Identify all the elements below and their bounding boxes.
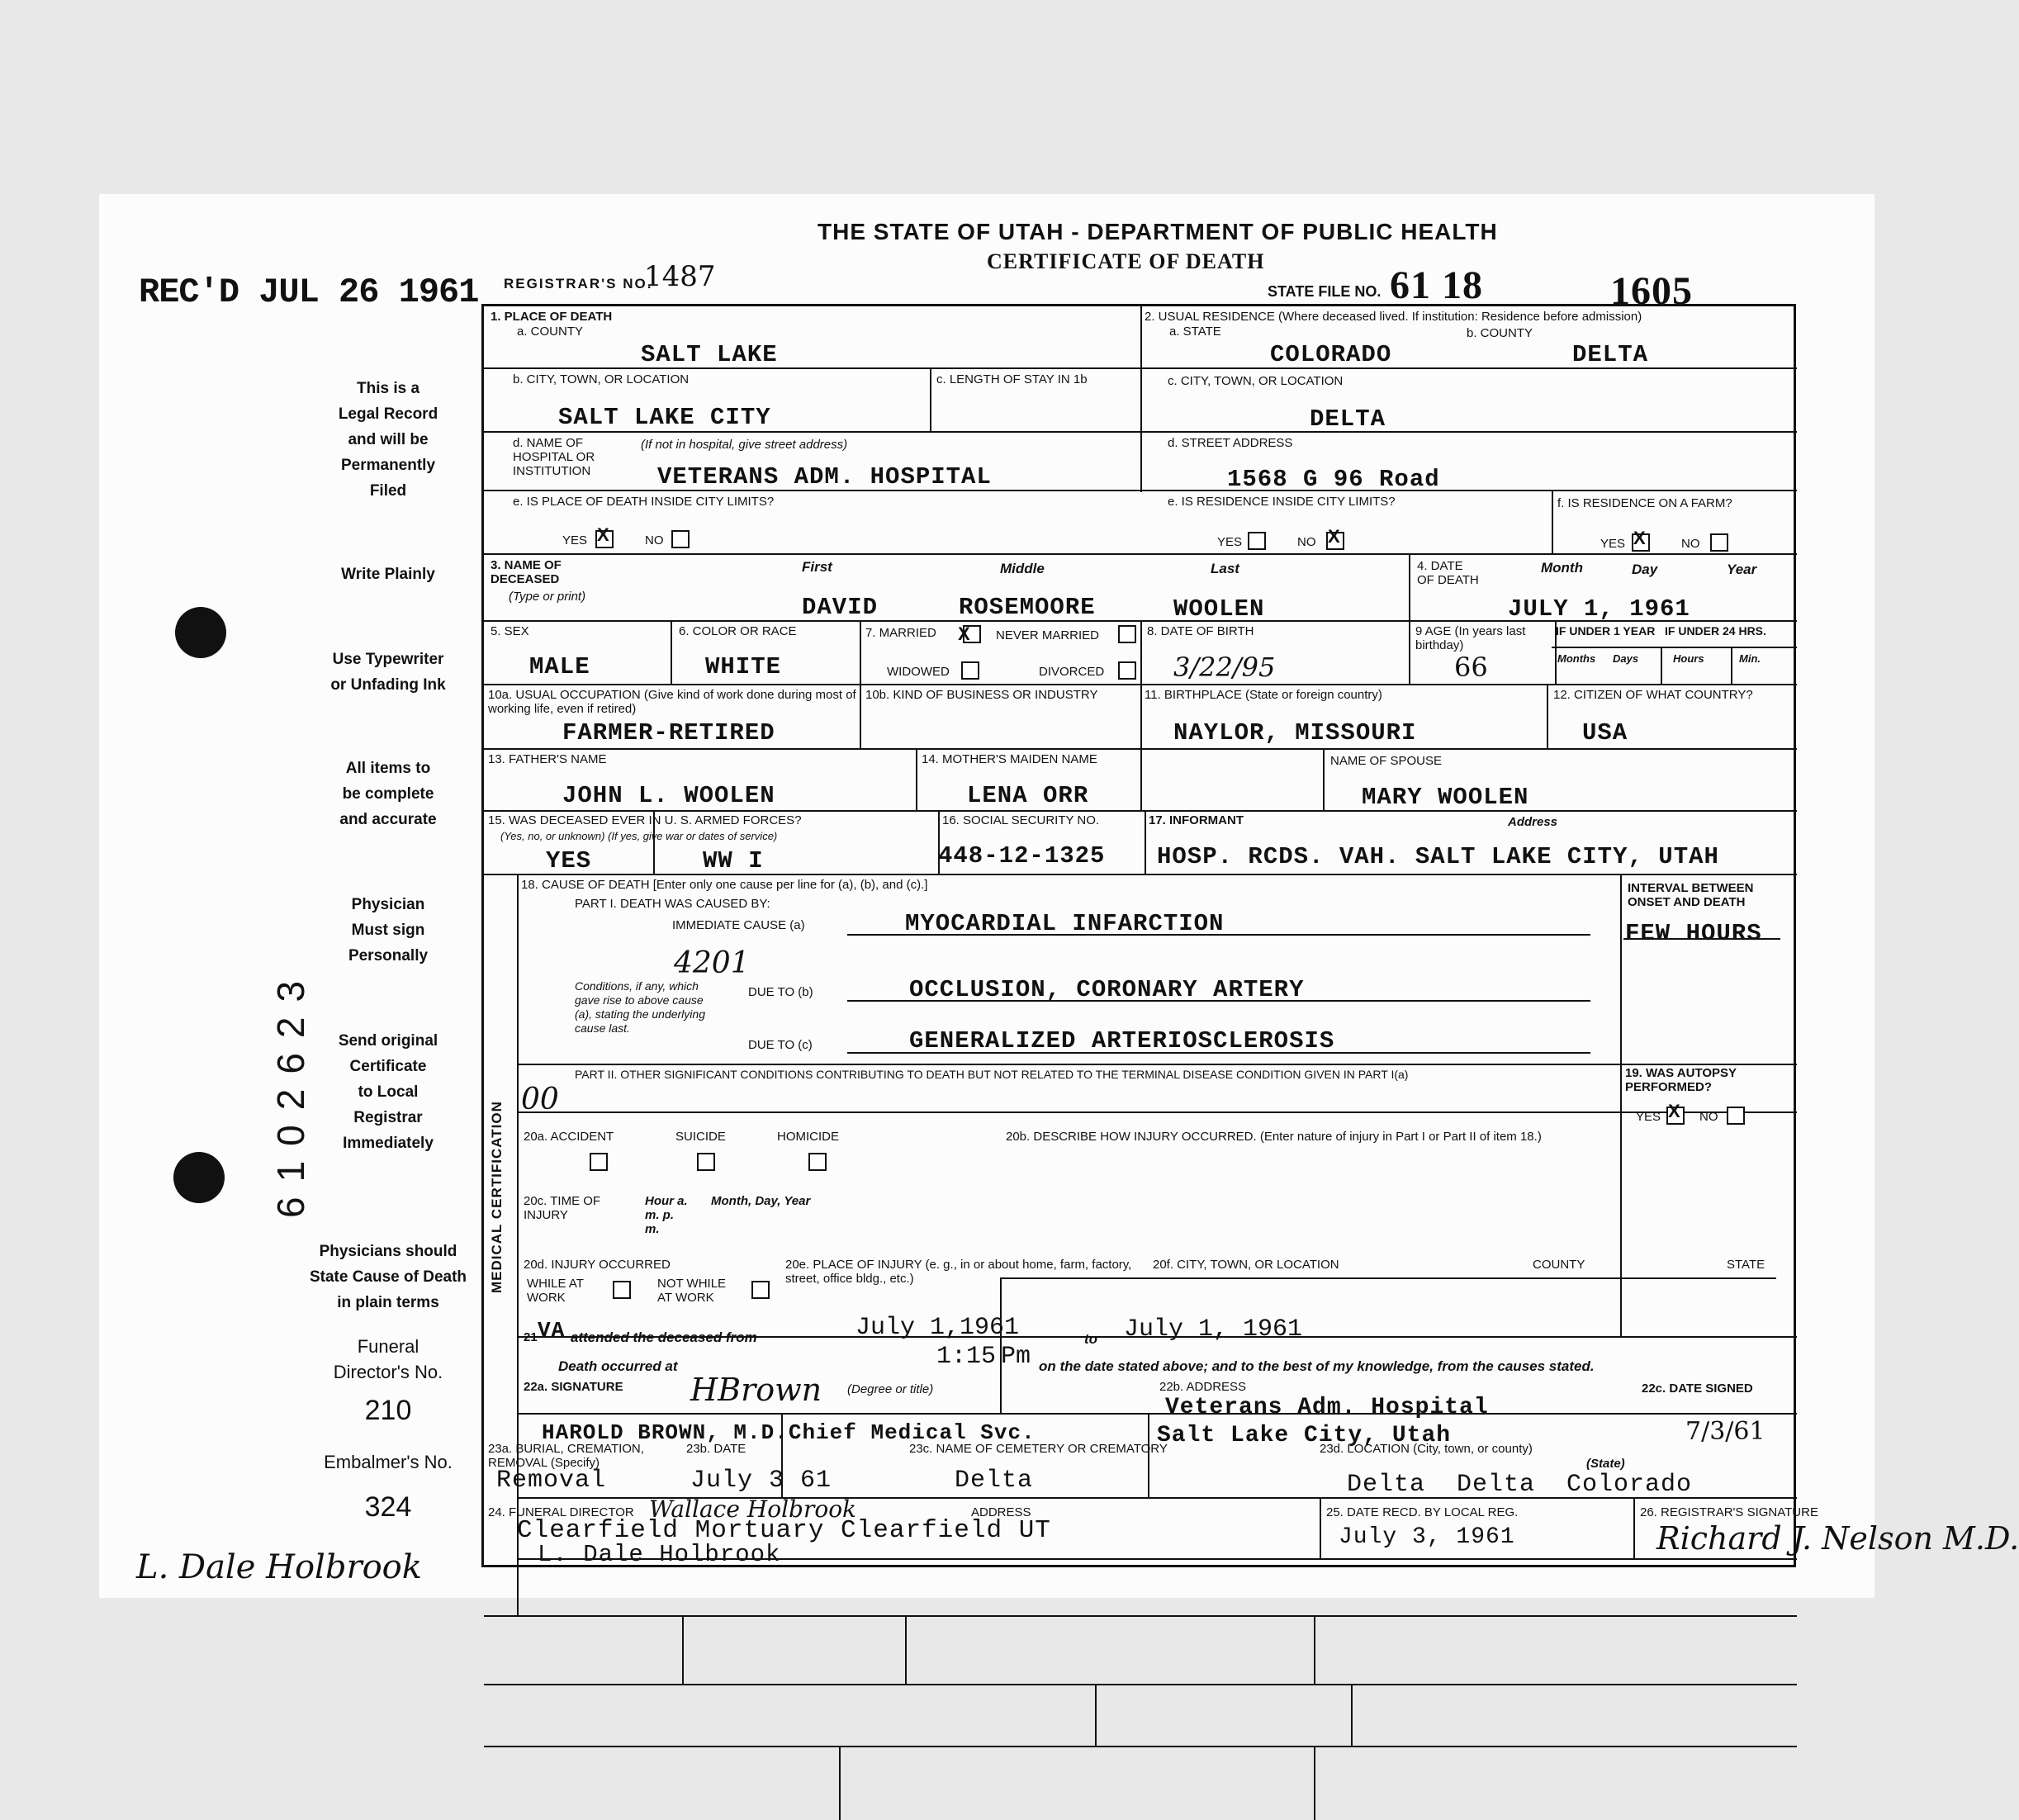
label-cause-of-death: 18. CAUSE OF DEATH [Enter only one cause per line for (a), (b), and (c).] xyxy=(521,878,928,892)
label-days: Days xyxy=(1613,652,1639,665)
value-res-city: DELTA xyxy=(1310,405,1386,433)
sidebar-cause-note: Physicians should State Cause of Death in plain terms xyxy=(309,1243,467,1311)
value-ssn: 448-12-1325 xyxy=(938,842,1106,870)
punch-hole xyxy=(173,1152,225,1203)
label-due-to-b: DUE TO (b) xyxy=(748,985,813,999)
vertical-number: 6102623 xyxy=(269,965,312,1218)
label-address: Address xyxy=(1508,815,1558,829)
label-middle: Middle xyxy=(1000,561,1045,576)
label-death-occurred: Death occurred at xyxy=(558,1358,678,1374)
cause-code: 4201 xyxy=(674,946,750,980)
label-burial-date: 23b. DATE xyxy=(686,1442,746,1456)
label-father: 13. FATHER'S NAME xyxy=(488,752,607,766)
state-file-no-b: 1605 xyxy=(1610,269,1693,313)
label-mdy: Month, Day, Year xyxy=(711,1194,811,1208)
value-county: SALT LAKE xyxy=(641,341,778,368)
funeral-director-label: Funeral Director's No. xyxy=(333,1336,443,1382)
value-occupation: FARMER-RETIRED xyxy=(562,719,775,746)
label-accident: 20a. ACCIDENT xyxy=(524,1130,614,1144)
label-spouse: NAME OF SPOUSE xyxy=(1330,754,1443,768)
label-part-2: PART II. OTHER SIGNIFICANT CONDITIONS CONTRIBUTING TO DEATH BUT NOT RELATED TO THE TERMINAL DISEASE CONDITION GIVEN IN PART I(a) xyxy=(575,1068,1409,1081)
embalmer-signature: L. Dale Holbrook xyxy=(136,1548,422,1586)
value-citizen: USA xyxy=(1582,719,1628,746)
label-mother: 14. MOTHER'S MAIDEN NAME xyxy=(922,752,1097,766)
label-signature: 22a. SIGNATURE xyxy=(524,1380,623,1394)
label-armed-note: (Yes, no, or unknown) (If yes, give war or dates of service) xyxy=(500,830,778,842)
value-res-county: DELTA xyxy=(1572,341,1649,368)
label-months: Months xyxy=(1557,652,1596,665)
label-farm: f. IS RESIDENCE ON A FARM? xyxy=(1557,496,1732,510)
label-due-to-c: DUE TO (c) xyxy=(748,1038,813,1052)
label-not-while-at-work: NOT WHILE AT WORK xyxy=(657,1277,727,1305)
label-res-county: b. COUNTY xyxy=(1467,326,1533,340)
value-cause-c: GENERALIZED ARTERIOSCLEROSIS xyxy=(909,1027,1335,1055)
registrar-no: 1487 xyxy=(644,260,716,293)
label-county: a. COUNTY xyxy=(517,325,584,339)
label-birthplace: 11. BIRTHPLACE (State or foreign country) xyxy=(1145,688,1382,702)
label-ssn: 16. SOCIAL SECURITY NO. xyxy=(942,813,1100,827)
label-stated: on the date stated above; and to the best of my knowledge, from the causes stated. xyxy=(1039,1358,1595,1374)
label-yes: YES xyxy=(562,533,588,547)
value-street: 1568 G 96 Road xyxy=(1227,466,1440,493)
value-armed: YES xyxy=(546,847,592,874)
label-part-1: PART I. DEATH WAS CAUSED BY: xyxy=(575,897,770,911)
value-funeral-person: L. Dale Holbrook xyxy=(538,1541,781,1568)
label-conditions: Conditions, if any, which gave rise to above cause (a), stating the underlying cause last. xyxy=(575,979,705,1035)
value-last-name: WOOLEN xyxy=(1173,595,1265,623)
medical-certification-label: MEDICAL CERTIFICATION xyxy=(489,1101,505,1293)
label-min: Min. xyxy=(1739,652,1761,665)
embalmer-no: 324 xyxy=(364,1491,412,1523)
label-first: First xyxy=(802,559,832,575)
label-date-of-birth: 8. DATE OF BIRTH xyxy=(1147,624,1254,638)
label-name-deceased: 3. NAME OF DECEASED xyxy=(491,558,562,586)
checkbox-widowed[interactable] xyxy=(961,661,979,680)
value-city: SALT LAKE CITY xyxy=(558,404,771,431)
label-under-1-year: IF UNDER 1 YEAR xyxy=(1556,624,1656,637)
label-age: 9 AGE (In years last birthday) xyxy=(1415,624,1526,652)
label-hours: Hours xyxy=(1673,652,1704,665)
embalmer-label: Embalmer's No. xyxy=(324,1452,453,1472)
value-death-date: JULY 1, 1961 xyxy=(1508,595,1690,623)
label-place-of-death: 1. PLACE OF DEATH xyxy=(491,310,613,324)
value-hospital: VETERANS ADM. HOSPITAL xyxy=(657,463,992,491)
label-interval: INTERVAL BETWEEN ONSET AND DEATH xyxy=(1628,881,1754,909)
label-funeral-director: 24. FUNERAL DIRECTOR xyxy=(488,1505,634,1519)
label-occupation: 10a. USUAL OCCUPATION (Give kind of work done during most of working life, even if retired) xyxy=(488,688,856,716)
value-attended-to: July 1, 1961 xyxy=(1124,1315,1303,1344)
label-type-or-print: (Type or print) xyxy=(509,590,586,604)
value-pm: Pm xyxy=(1001,1343,1031,1371)
label-year: Year xyxy=(1727,562,1757,577)
value-address-1: Veterans Adm. Hospital xyxy=(1165,1395,1489,1420)
checkbox-farm-no[interactable] xyxy=(1710,533,1728,552)
label-inside-city-limits: e. IS PLACE OF DEATH INSIDE CITY LIMITS? xyxy=(513,495,775,509)
label-place-of-injury: 20e. PLACE OF INJURY (e. g., in or about home, farm, factory, street, office bldg., etc.) xyxy=(785,1258,1132,1286)
value-time: 1:15 xyxy=(936,1343,997,1371)
checkbox-inside-no[interactable] xyxy=(671,530,690,548)
value-date-signed: 7/3/61 xyxy=(1685,1417,1765,1446)
punch-hole xyxy=(175,607,226,658)
label-month: Month xyxy=(1541,560,1583,576)
label-res-state: a. STATE xyxy=(1169,325,1221,339)
label-widowed: WIDOWED xyxy=(887,665,950,679)
state-file-label: STATE FILE NO. xyxy=(1268,283,1382,300)
label-injury-occurred: 20d. INJURY OCCURRED xyxy=(524,1258,671,1272)
label-cemetery: 23c. NAME OF CEMETERY OR CREMATORY xyxy=(909,1442,1168,1456)
registrar-no-label: REGISTRAR'S NO. xyxy=(504,276,653,291)
value-funeral: Clearfield Mortuary Clearfield UT xyxy=(517,1516,1051,1545)
value-cemetery: Delta xyxy=(955,1467,1034,1495)
label-while-at-work: WHILE AT WORK xyxy=(527,1277,584,1305)
label-yes: YES xyxy=(1636,1110,1661,1124)
value-sex: MALE xyxy=(529,653,590,680)
label-location: 23d. LOCATION (City, town, or county) xyxy=(1320,1442,1533,1456)
value-burial-date: July 3 61 xyxy=(690,1467,832,1495)
label-date-of-death: 4. DATE OF DEATH xyxy=(1417,559,1479,587)
checkbox-homicide[interactable] xyxy=(808,1153,827,1171)
label-hospital: d. NAME OF HOSPITAL OR INSTITUTION xyxy=(513,436,595,478)
sidebar-physician-note: Physician Must sign Personally xyxy=(348,896,429,965)
label-street: d. STREET ADDRESS xyxy=(1168,436,1293,450)
label-injury-city: 20f. CITY, TOWN, OR LOCATION xyxy=(1153,1258,1339,1272)
value-attended-who: VA xyxy=(538,1318,566,1343)
form-title: THE STATE OF UTAH - DEPARTMENT OF PUBLIC HEALTH xyxy=(818,219,1498,244)
label-never-married: NEVER MARRIED xyxy=(996,628,1100,642)
value-spouse: MARY WOOLEN xyxy=(1362,784,1529,811)
state-file-no-a: 61 18 xyxy=(1390,263,1483,307)
sidebar-complete-note: All items to be complete and accurate xyxy=(339,760,437,828)
form-subtitle: CERTIFICATE OF DEATH xyxy=(987,249,1265,273)
physician-signature: HBrown xyxy=(690,1372,822,1408)
value-war: WW I xyxy=(703,847,764,874)
value-location: Delta Delta Colorado xyxy=(1347,1471,1693,1499)
value-race: WHITE xyxy=(705,653,782,680)
registrar-signature: Richard J. Nelson M.D. xyxy=(1656,1520,2019,1557)
label-under-24-hrs: IF UNDER 24 HRS. xyxy=(1665,624,1766,637)
label-no: NO xyxy=(1297,535,1316,549)
label-date-recd: 25. DATE RECD. BY LOCAL REG. xyxy=(1326,1505,1519,1519)
label-business: 10b. KIND OF BUSINESS OR INDUSTRY xyxy=(865,688,1098,702)
certificate-form: 1. PLACE OF DEATH a. COUNTY SALT LAKE 2. USUAL RESIDENCE (Where deceased lived. If institution: Residence before admission) a. STATE b. COUNTY COLORADO DELTA b. CITY, TOWN, OR LOCATION SALT LAKE CITY c. LENGTH OF STAY IN 1b c. CITY, TOWN, OR LOCATION DELTA d. NAME OF HOSPITAL OR INSTITUTION (If not in hospital, give street address) VETERANS ADM. HOSPITAL d. STREET ADDRESS 1568 G 96 Road e. IS PLACE OF DEATH INSIDE CITY LIMITS? YES X NO e. IS RESIDENCE INSIDE CITY LIMITS? YES NO X f. IS RESIDENCE ON A FARM? YES X NO 3. NAME OF DECEASED (Type or print) First Middle Last DAVID ROSEMOORE WOOLEN 4. DATE OF DEATH Month Day Year JULY 1, 1961 5. SEX MALE 6. COLOR OR RACE WHITE 7. MARRIED X NEVER MARRIED WIDOWED DIVORCED 8. DATE OF BIRTH 3/22/95 9 AGE (In years last birthday) 66 IF UNDER 1 YEAR IF UNDER 24 HRS. Months Days Hours Min. 10a. USUAL OCCUPATION (Give kind of work done during most of working life, even if retired) FARMER-RETIRED 10b. KIND OF BUSINESS OR INDUSTRY 11. BIRTHPLACE (State or foreign country) NAYLOR, MISSOURI 12. CITIZEN OF WHAT COUNTRY? USA 13. FATHER'S NAME JOHN L. WOOLEN 14. MOTHER'S MAIDEN NAME LENA ORR NAME OF SPOUSE MARY WOOLEN 15. WAS DECEASED EVER IN U. S. ARMED FORCES? (Yes, no, or unknown) (If yes, give war or dates of service) YES WW I 16. SOCIAL SECURITY NO. 448-12-1325 17. INFORMANT Address HOSP. RCDS. VAH. SALT LAKE CITY, UTAH MEDICAL CERTIFICATION 18. CAUSE OF DEATH [Enter only one cause per line for (a), (b), and (c).] PART I. DEATH WAS CAUSED BY: IMMEDIATE CAUSE (a) MYOCARDIAL INFARCTION INTERVAL BETWEEN ONSET AND DEATH FEW HOURS 4201 Conditions, if any, which gave rise to above cause (a), stating the underlying cause last. DUE TO (b) OCCLUSION, CORONARY ARTERY DUE TO (c) GENERALIZED ARTERIOSCLEROSIS PART II. OTHER SIGNIFICANT CONDITIONS CONTRIBUTING TO DEATH BUT NOT RELATED TO THE TERMINAL DISEASE CONDITION GIVEN IN PART I(a) 00 19. WAS AUTOPSY PERFORMED? YES X NO 20a. ACCIDENT SUICIDE HOMICIDE 20b. DESCRIBE HOW INJURY OCCURRED. (Enter nature of injury in Part I or Part II of item 18.) 20c. TIME OF INJURY Hour a. m. p. m. Month, Day, Year 20d. INJURY OCCURRED WHILE AT WORK NOT WHILE AT WORK 20e. PLACE OF INJURY (e. g., in or about home, farm, factory, street, office bldg., etc.) 20f. CITY, TOWN, OR LOCATION COUNTY STATE 21 VA attended the deceased from July 1,1961 to July 1, 1961 Death occurred at 1:15 Pm on the date stated above; and to the best of my knowledge, from the causes stated. 22a. SIGNATURE HBrown (Degree or title) HAROLD BROWN, M.D.Chief Medical Svc. 22b. ADDRESS Veterans Adm. Hospital Salt Lake City, Utah 22c. DATE SIGNED 7/3/61 23a. BURIAL, CREMATION, REMOVAL (Specify) Removal 23b. DATE July 3 61 23c. NAME OF CEMETERY OR CREMATORY Delta 23d. LOCATION (City, town, or county) (State) Delta Delta Colorado 24. FUNERAL DIRECTOR ADDRESS Wallace Holbrook Clearfield Mortuary Clearfield UT L. Dale Holbrook 25. DATE RECD. BY LOCAL REG. July 3, 1961 26. REGISTRAR'S SIGNATURE Richard J. Nelson M.D. xyxy=(481,304,1796,1567)
label-injury-state: STATE xyxy=(1727,1258,1765,1272)
label-citizen: 12. CITIZEN OF WHAT COUNTRY? xyxy=(1553,688,1753,702)
checkbox-res-inside-yes[interactable] xyxy=(1248,532,1266,550)
checkbox-while-at-work[interactable] xyxy=(613,1281,631,1299)
funeral-director-no: 210 xyxy=(364,1395,412,1426)
label-divorced: DIVORCED xyxy=(1039,665,1105,679)
value-date-recd: July 3, 1961 xyxy=(1339,1524,1515,1550)
label-autopsy: 19. WAS AUTOPSY PERFORMED? xyxy=(1625,1066,1737,1094)
value-burial: Removal xyxy=(496,1467,607,1495)
label-res-inside-city: e. IS RESIDENCE INSIDE CITY LIMITS? xyxy=(1168,495,1396,509)
label-21: 21 xyxy=(524,1330,538,1344)
part-2-code: 00 xyxy=(521,1083,559,1116)
sidebar-write-plainly: Write Plainly xyxy=(341,566,435,583)
label-time-of-injury: 20c. TIME OF INJURY xyxy=(524,1194,601,1222)
label-to: to xyxy=(1084,1331,1098,1347)
received-stamp: REC'D JUL 26 1961 xyxy=(139,273,479,312)
checkbox-autopsy-no[interactable] xyxy=(1727,1107,1745,1125)
value-informant: HOSP. RCDS. VAH. SALT LAKE CITY, UTAH xyxy=(1157,843,1719,870)
label-city: b. CITY, TOWN, OR LOCATION xyxy=(513,372,690,386)
checkbox-accident[interactable] xyxy=(590,1153,608,1171)
checkbox-suicide[interactable] xyxy=(697,1153,715,1171)
value-first-name: DAVID xyxy=(802,594,879,621)
sidebar-legal-note: This is a Legal Record and will be Permanently Filed xyxy=(338,380,438,500)
label-funeral-address: ADDRESS xyxy=(971,1505,1031,1519)
label-last: Last xyxy=(1211,561,1239,576)
label-armed-forces: 15. WAS DECEASED EVER IN U. S. ARMED FORCES? xyxy=(488,813,802,827)
label-attended: attended the deceased from xyxy=(571,1329,757,1345)
label-no: NO xyxy=(1699,1110,1718,1124)
label-injury-county: COUNTY xyxy=(1533,1258,1585,1272)
value-middle-name: ROSEMOORE xyxy=(959,594,1096,621)
value-signer: HAROLD BROWN, M.D.Chief Medical Svc. xyxy=(542,1420,1036,1445)
checkbox-not-while-at-work[interactable] xyxy=(751,1281,770,1299)
value-birth: 3/22/95 xyxy=(1173,652,1276,683)
label-married: 7. MARRIED xyxy=(865,626,936,640)
value-cause-a: MYOCARDIAL INFARCTION xyxy=(905,910,1225,937)
label-race: 6. COLOR OR RACE xyxy=(679,624,797,638)
label-22b-address: 22b. ADDRESS xyxy=(1159,1380,1247,1394)
value-age: 66 xyxy=(1454,652,1488,683)
value-address-2: Salt Lake City, Utah xyxy=(1157,1423,1452,1448)
label-date-signed: 22c. DATE SIGNED xyxy=(1642,1382,1753,1396)
sidebar-send-note: Send original Certificate to Local Registrar Immediately xyxy=(338,1032,438,1152)
value-birthplace: NAYLOR, MISSOURI xyxy=(1173,719,1417,746)
value-res-state: COLORADO xyxy=(1270,341,1392,368)
label-no: NO xyxy=(1681,537,1700,551)
funeral-director-signature: Wallace Holbrook xyxy=(649,1495,857,1523)
value-mother: LENA ORR xyxy=(967,782,1089,809)
label-registrar-signature: 26. REGISTRAR'S SIGNATURE xyxy=(1640,1505,1818,1519)
checkbox-divorced[interactable] xyxy=(1118,661,1136,680)
value-attended-from: July 1,1961 xyxy=(855,1314,1020,1342)
label-hospital-note: (If not in hospital, give street address) xyxy=(641,438,848,452)
label-sex: 5. SEX xyxy=(491,624,529,638)
label-length-of-stay: c. LENGTH OF STAY IN 1b xyxy=(936,372,1088,386)
label-state-paren: (State) xyxy=(1586,1457,1625,1471)
label-usual-residence: 2. USUAL RESIDENCE (Where deceased lived. If institution: Residence before admission) xyxy=(1145,310,1642,324)
value-father: JOHN L. WOOLEN xyxy=(562,782,775,809)
label-how-injury: 20b. DESCRIBE HOW INJURY OCCURRED. (Enter nature of injury in Part I or Part II of item 18.) xyxy=(1006,1130,1542,1144)
label-yes: YES xyxy=(1600,537,1626,551)
value-interval: FEW HOURS xyxy=(1625,920,1762,947)
label-hour: Hour a. m. p. m. xyxy=(645,1194,688,1236)
label-immediate-cause: IMMEDIATE CAUSE (a) xyxy=(672,918,805,932)
label-suicide: SUICIDE xyxy=(675,1130,726,1144)
label-res-city: c. CITY, TOWN, OR LOCATION xyxy=(1168,374,1344,388)
value-cause-b: OCCLUSION, CORONARY ARTERY xyxy=(909,976,1305,1003)
label-no: NO xyxy=(645,533,664,547)
label-burial: 23a. BURIAL, CREMATION, REMOVAL (Specify) xyxy=(488,1442,644,1470)
label-degree: (Degree or title) xyxy=(847,1382,934,1396)
sidebar-ink-note: Use Typewriter or Unfading Ink xyxy=(330,651,446,694)
checkbox-never-married[interactable] xyxy=(1118,625,1136,643)
label-yes: YES xyxy=(1217,535,1243,549)
label-informant: 17. INFORMANT xyxy=(1149,813,1244,827)
label-day: Day xyxy=(1632,562,1658,577)
label-homicide: HOMICIDE xyxy=(777,1130,839,1144)
